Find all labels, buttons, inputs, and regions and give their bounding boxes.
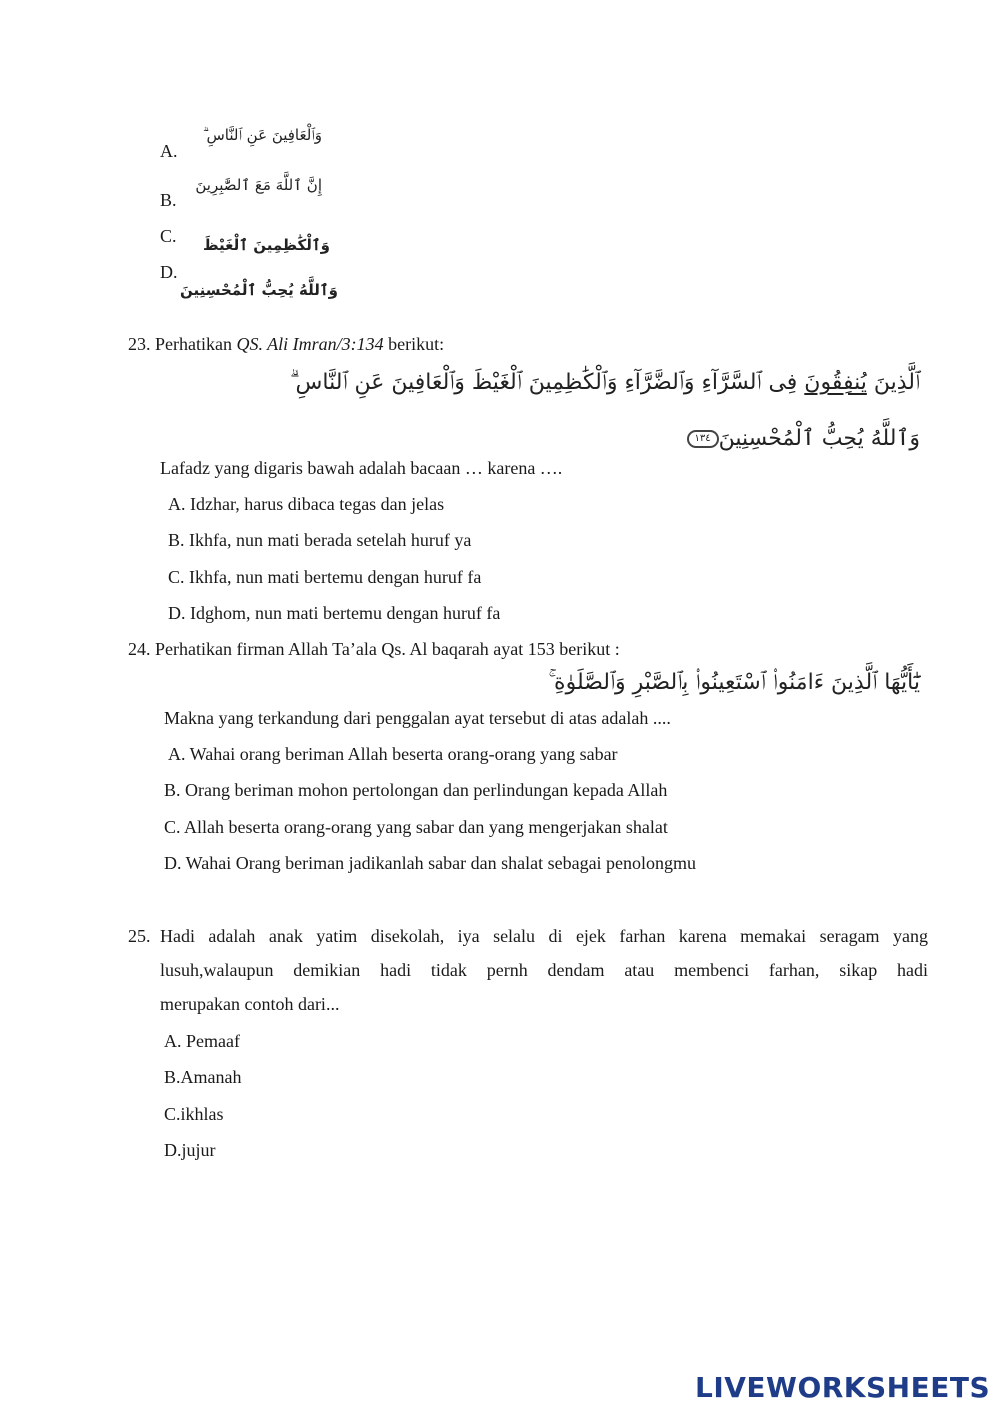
q25-option-c: C.ikhlas bbox=[164, 1104, 224, 1124]
q22-option-d-label: D. bbox=[160, 262, 178, 282]
q22-option-a-arabic: وَٱلْعَافِينَ عَنِ ٱلنَّاسِ ۗ bbox=[202, 126, 322, 144]
q25-line-3: merupakan contoh dari... bbox=[160, 994, 340, 1014]
q23-option-b: B. Ikhfa, nun mati berada setelah huruf ya bbox=[168, 530, 472, 550]
liveworksheets-logo-icon bbox=[690, 1376, 691, 1398]
q23-ayah-line2-text: وَٱللَّهُ يُحِبُّ ٱلْمُحْسِنِينَ bbox=[718, 426, 920, 451]
q23-underlined-word: يُنفِقُونَ bbox=[804, 370, 867, 395]
q23-option-c: C. Ikhfa, nun mati bertemu dengan huruf fa bbox=[168, 567, 482, 587]
q22-option-b-label: B. bbox=[160, 190, 177, 210]
ayah-end-mark-icon: ١٣٤ bbox=[687, 430, 719, 448]
q24-question: Makna yang terkandung dari penggalan ayat tersebut di atas adalah .... bbox=[164, 708, 671, 728]
q23-heading bbox=[128, 333, 444, 355]
q25-number: 25. bbox=[128, 926, 151, 946]
q24-heading bbox=[128, 638, 620, 660]
q23-ayah-line1 bbox=[170, 372, 920, 394]
q23-option-a: A. Idzhar, harus dibaca tegas dan jelas bbox=[168, 494, 445, 514]
q23-suffix: berikut: bbox=[383, 334, 445, 354]
q24-option-d: D. Wahai Orang beriman jadikanlah sabar dan shalat sebagai penolongmu bbox=[164, 853, 697, 873]
q23-question: Lafadz yang digaris bawah adalah bacaan … karena …. bbox=[160, 458, 563, 478]
brand-name: LIVEWORKSHEETS bbox=[695, 1370, 991, 1404]
q22-option-d-arabic: وَٱللَّهُ يُحِبُّ ٱلْمُحْسِنِينَ bbox=[179, 281, 338, 299]
q25-option-b: B.Amanah bbox=[164, 1067, 242, 1087]
q24-number: 24. bbox=[128, 639, 151, 659]
q22-option-b-arabic: إِنَّ ٱللَّهَ مَعَ ٱلصَّٰبِرِينَ bbox=[195, 176, 322, 194]
q24-text: Perhatikan firman Allah Ta’ala Qs. Al baqarah ayat 153 berikut : bbox=[155, 639, 620, 659]
q23-ayah-start: ٱلَّذِينَ bbox=[866, 370, 920, 395]
q25-paragraph bbox=[160, 919, 928, 1021]
q22-option-a-label: A. bbox=[160, 141, 178, 161]
q22-option-c-label: C. bbox=[160, 226, 177, 246]
q22-option-c-arabic: وَٱلْكَٰظِمِينَ ٱلْغَيْظَ bbox=[202, 236, 330, 254]
q24-option-b: B. Orang beriman mohon pertolongan dan perlindungan kepada Allah bbox=[164, 780, 668, 800]
q24-option-a: A. Wahai orang beriman Allah beserta orang-orang yang sabar bbox=[168, 744, 618, 764]
q24-option-c: C. Allah beserta orang-orang yang sabar dan yang mengerjakan shalat bbox=[164, 817, 668, 837]
q24-ayah: يَٰٓأَيُّهَا ٱلَّذِينَ ءَامَنُوا۟ ٱسْتَعِينُوا۟ بِٱلصَّبْرِ وَٱلصَّلَوٰةِ ۚ bbox=[548, 670, 920, 695]
q25-line-2: lusuh,walaupun demikian hadi tidak pernh dendam atau membenci farhan, sikap hadi bbox=[160, 960, 928, 980]
q23-number: 23. bbox=[128, 334, 151, 354]
q25-option-a: A. Pemaaf bbox=[164, 1031, 240, 1051]
q25-option-d: D.jujur bbox=[164, 1140, 216, 1160]
q23-ayah-end: فِى ٱلسَّرَّآءِ وَٱلضَّرَّآءِ وَٱلْكَٰظِمِينَ ٱلْغَيْظَ وَٱلْعَافِينَ عَنِ ٱلنَّاسِ ۗ bbox=[290, 370, 805, 395]
liveworksheets-brand bbox=[690, 1372, 990, 1402]
q23-reference: QS. Ali Imran/3:134 bbox=[236, 334, 384, 354]
q23-ayah-line2 bbox=[560, 428, 920, 450]
q25-line-1: Hadi adalah anak yatim disekolah, iya selalu di ejek farhan karena memakai seragam yang bbox=[160, 926, 928, 946]
q23-option-d: D. Idghom, nun mati bertemu dengan huruf fa bbox=[168, 603, 501, 623]
q23-prefix: Perhatikan bbox=[155, 334, 237, 354]
